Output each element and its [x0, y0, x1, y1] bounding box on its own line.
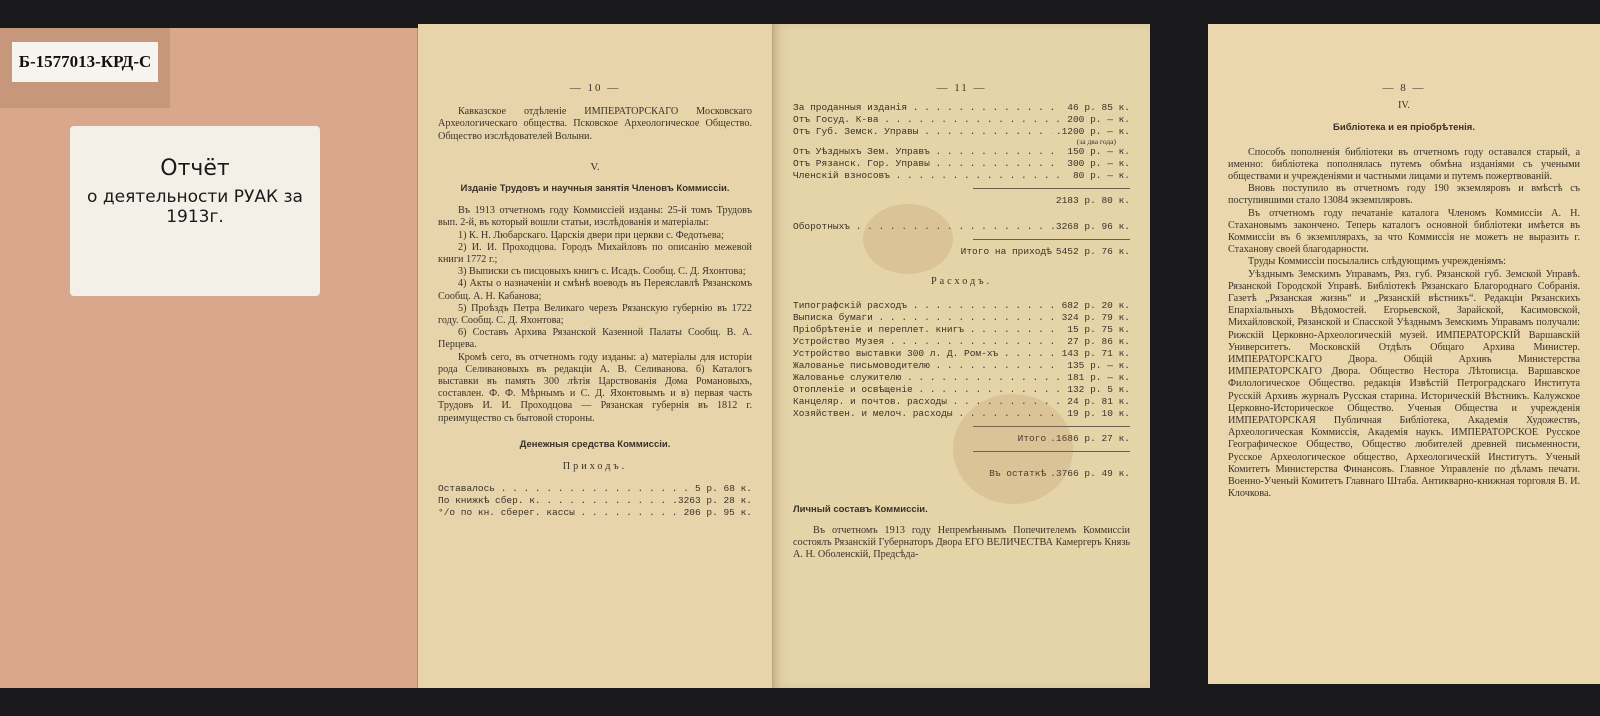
title-line-2: о деятельности РУАК за 1913г. [87, 187, 303, 227]
paragraph: Кромѣ сего, въ отчетномъ году изданы: а) матеріалы для исторіи рода Селивановыхъ въ редакціи А. В. Селиванова. б) Каталогъ выставки въ память 300 лѣтія Царствованія Дома Романовыхъ, составлен. Ф. Ф. Мѣрнымъ и С. Д. Яхонтовымъ и в) первая часть Трудовъ И. И. Проходцова — Рязанская губернія въ 1812 г. преимущество съ бытовой стороны. [438, 351, 752, 424]
staff-title: Личный составъ Коммиссіи. [793, 504, 928, 516]
paragraph: Труды Коммиссіи посылались слѣдующимъ учрежденіямъ: [1248, 256, 1507, 268]
section-number: V. [590, 160, 600, 173]
paragraph: 4) Акты о назначеніи и смѣнѣ воеводъ въ Переяславлѣ Рязанскомъ Сообщ. А. Н. Кабанова; [438, 278, 752, 302]
ledger-row: Пріобрѣтеніе и переплет. книгъ . . . 15 р. 75 к. [793, 324, 1130, 336]
ledger-row: Отъ Госуд. К-ва . . . 200 р. — к. [793, 114, 1130, 126]
intro-text: Кавказское отдѣленіе ИМПЕРАТОРСКАГО Московскаго Археологическаго общества. Псковское Археологическое Общество. Общество изслѣдователей Волыни. [438, 106, 752, 142]
ledger-row: Отъ Рязанск. Гор. Управы . . . 300 р. — к. [793, 158, 1130, 170]
funds-title: Денежныя средства Коммиссіи. [519, 438, 671, 450]
ledger-row: Членскій взносовъ . . . 80 р. — к. [793, 170, 1130, 182]
ledger-row: Типографскій расходъ . . . 682 р. 20 к. [793, 300, 1130, 312]
title-card [70, 126, 320, 296]
income-total-row: Итого на приходѣ 5452 р. 76 к. [960, 246, 1130, 258]
section-title: Изданіе Трудовъ и научныя занятія Членовъ Коммиссіи. [460, 183, 730, 195]
ledger-row: Устройство выставки 300 л. Д. Ром-хъ . . . 143 р. 71 к. [793, 348, 1130, 360]
page-number: — 10 — [569, 82, 621, 94]
ledger-row: Отъ Уѣздныхъ Зем. Управъ . . . 150 р. — к. [793, 146, 1130, 158]
paragraph: 1) К. Н. Любарскаго. Царскія двери при церкви с. Федотьева; [458, 229, 724, 241]
page-11 [773, 24, 1150, 688]
paragraph: 5) Проѣздъ Петра Великаго черезъ Рязанскую губернію въ 1722 году. Сообщ. С. Д. Яхонтова; [438, 302, 752, 327]
page-number: — 8 — [1382, 82, 1426, 94]
paragraph: Въ отчетномъ году печатаніе каталога Членомъ Коммиссіи А. Н. Стахановымъ закончено. Теперь каталогъ основной библіотеки имѣется въ Коммиссіи въ 6 экземплярахъ, за что Коммиссія не можетъ не выразить г. Стаханову своей благодарности. [1228, 207, 1580, 256]
page-number: — 11 — [936, 82, 987, 94]
balance-row: Въ остаткѣ .3766 р. 49 к. [989, 468, 1130, 480]
ledger-row: Жалованье письмоводителю . . . 135 р. — к. [793, 360, 1130, 372]
catalog-label: Б-1577013-КРД-С [12, 42, 158, 82]
paragraph: Вновь поступило въ отчетномъ году 190 экземляровъ и вмѣстѣ съ поступившими стало 13084 экземпляровъ. [1228, 183, 1580, 207]
paragraph: 6) Составъ Архива Рязанской Казенной Палаты Сообщ. В. А. Перцева. [438, 327, 752, 351]
income-title: Приходъ. [562, 461, 628, 473]
note-two-years: (за два года) [1076, 137, 1116, 147]
cover-label-strip [0, 28, 170, 108]
ledger-row: Хозяйствен. и мелоч. расходы . . . 19 р. 10 к. [793, 408, 1130, 420]
staff-text: Въ отчетномъ 1913 году Непремѣннымъ Попечителемъ Коммиссіи состоялъ Рязанскій Губернаторъ Двора ЕГО ВЕЛИЧЕСТВА Камергеръ Князь А. Н. Оболенскій, Предсѣда- [793, 524, 1130, 561]
page-8 [1208, 24, 1600, 684]
turnover-row: Оборотныхъ . . . .3268 р. 96 к. [793, 221, 1130, 233]
ledger-row: Устройство Музея . . . 27 р. 86 к. [793, 336, 1130, 348]
page-10 [418, 24, 773, 688]
ledger-row: Канцеляр. и почтов. расходы . . . 24 р. 81 к. [793, 396, 1130, 408]
ledger-row: По книжкѣ сбер. к. . . . .3263 р. 28 к. [438, 495, 752, 507]
folder-cover [0, 28, 420, 688]
section-number: IV. [1398, 100, 1410, 112]
subtotal-row: 2183 р. 80 к. [1055, 195, 1130, 207]
paragraph: 3) Выписки съ писцовыхъ книгъ с. Исадъ. Сообщ. С. Д. Яхонтова; [458, 266, 746, 278]
ledger-row: Выписка бумаги . . . 324 р. 79 к. [793, 312, 1130, 324]
section-title: Библіотека и ея пріобрѣтенія. [1333, 122, 1475, 134]
paragraph: Способъ пополненія библіотеки въ отчетномъ году оставался старый, а именно: библіотека пополнялась путемъ обмѣна изданіями съ учеными обществами и учрежденіями и частными лицами и путемъ пожертвованій. [1228, 146, 1580, 183]
ledger-row: Отопленіе и освѣщеніе . . . 132 р. 5 к. [793, 384, 1130, 396]
ledger-row: Отъ Губ. Земск. Управы . . . .1200 р. — к. [793, 126, 1130, 138]
ledger-row: За проданныя изданія . . . 46 р. 85 к. [793, 102, 1130, 114]
expense-title: Расходъ. [930, 276, 993, 288]
title-line-1: Отчёт [160, 156, 230, 181]
ledger-row: Оставалось . . . 5 р. 68 к. [438, 483, 752, 495]
paragraph: Въ 1913 отчетномъ году Коммиссіей изданы: 25-й томъ Трудовъ вып. 2-й, въ который вошли статьи, изслѣдованія и матеріалы: [438, 205, 752, 229]
ledger-row: °/о по кн. сберег. кассы . . . 206 р. 95 к. [438, 507, 752, 519]
ledger-row: Жалованье служителю . . . 181 р. — к. [793, 372, 1130, 384]
expense-total-row: Итого .1686 р. 27 к. [1017, 433, 1130, 445]
paragraph: 2) И. И. Проходцова. Городъ Михайловъ по описанію межевой книги 1772 г.; [438, 241, 752, 266]
paragraph: Уѣзднымъ Земскимъ Управамъ, Ряз. губ. Рязанской губ. Земской Управѣ. Рязанской Городской Управѣ. Библіотекѣ Рязанскаго Благороднаго Собранія. Газетѣ „Рязанская жизнь“ и „Рязанскій вѣстникъ“. Редакціи Рязанскихъ Епархіальныхъ Вѣдомостей. Егорьевской, Зарайской, Касимовской, Михайловской, Рязанской и Спасской Уѣзднымъ Земскимъ Управамъ получали: Рижскій Церковно-Археологическій музей. ИМПЕРАТОРСКІЙ Варшавскій Университетъ. Московскій Отдѣлъ Общаго Архива Министер. ИМПЕРАТОРСКАГО Двора. Общій Архивъ Министерства ИМПЕРАТОРСКАГО Двора. Общество Нестора Лѣтописца. Варшавское Филологическое Общество. редакція Извѣстій Петроградскаго Института Русскій Архивъ журналъ Русская старина. Историческій Вѣстникъ. Калужское Церковно-Историческое Общество. Ученыя Общества и учрежденія ИМПЕРАТОРСКАЯ Публичная Библіотека, Академія Художествъ, Археологическая Коммиссія, Академія наукъ. ИМПЕРАТОРСКОЕ Русское Географическое Общество, Общество любителей древней письменности, Русское Археологическое общество, Археологическій Институтъ. Ученый Комитетъ Министерства Финансовъ. Главное Управленіе по дѣламъ печати. Военно-Ученый Комитетъ Главнаго Штаба. Антикварно-книжная торговля В. И. Клочкова. [1228, 268, 1580, 500]
